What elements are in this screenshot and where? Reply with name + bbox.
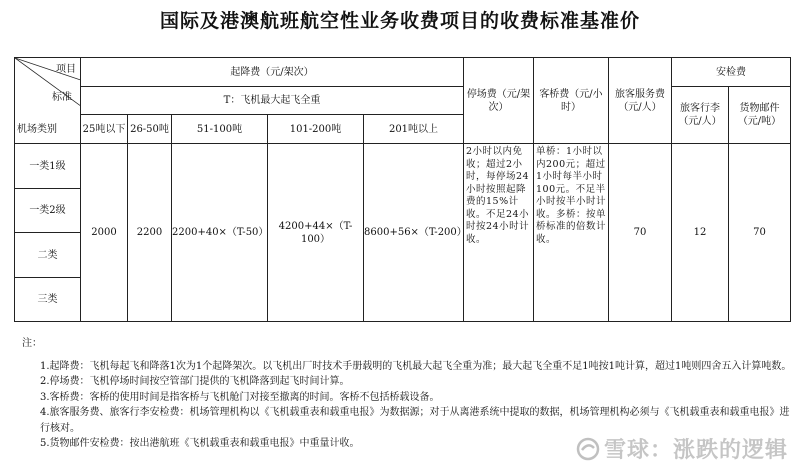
corner-airport-type-label: 机场类别 bbox=[17, 124, 57, 135]
notes-title: 注： bbox=[22, 338, 42, 349]
note-item: 3.客桥费：客桥的使用时间是指客桥与飞机舱门对接至撤离的时间。客桥不包括桥载设备。 bbox=[40, 391, 440, 403]
landing-fee-header: 起降费（元/架次） bbox=[81, 58, 464, 87]
security-cargo-value: 70 bbox=[729, 144, 791, 322]
page-title: 国际及港澳航班航空性业务收费项目的收费标准基准价 bbox=[159, 10, 640, 32]
corner-item-label: 项目 bbox=[56, 64, 76, 75]
note-item: 4.旅客服务费、旅客行李安检费：机场管理机构以《飞机载重表和载重电报》为数据源；对于从离港系统中提取的数据，机场管理机构必须与《飞机载重表和载重电报》进行核对。 bbox=[40, 407, 790, 434]
weight-band-header: 101-200吨 bbox=[268, 115, 364, 144]
weight-band-header: 26-50吨 bbox=[128, 115, 172, 144]
security-passenger-value: 12 bbox=[672, 144, 729, 322]
landing-fee-value: 4200+44×（T-100） bbox=[268, 144, 364, 322]
airport-type-cell: 二类 bbox=[15, 233, 81, 278]
weight-band-header: 51-100吨 bbox=[172, 115, 268, 144]
security-passenger-header: 旅客行李（元/人） bbox=[672, 87, 729, 144]
passenger-service-fee-value: 70 bbox=[609, 144, 672, 322]
landing-fee-value: 2000 bbox=[81, 144, 128, 322]
note-item: 5.货物邮件安检费：按出港航班《飞机载重表和载重电报》中重量计收。 bbox=[40, 438, 360, 449]
landing-fee-value: 2200+40×（T-50） bbox=[172, 144, 268, 322]
weight-band-header: 25吨以下 bbox=[81, 115, 128, 144]
watermark bbox=[576, 433, 788, 464]
fee-table bbox=[14, 57, 791, 322]
security-cargo-header: 货物邮件（元/吨） bbox=[729, 87, 791, 144]
parking-fee-header: 停场费（元/架次） bbox=[464, 58, 534, 144]
weight-band-header: 201吨以上 bbox=[364, 115, 464, 144]
passenger-service-fee-header: 旅客服务费（元/人） bbox=[609, 58, 672, 144]
parking-fee-note: 2小时以内免收；超过2小时，每停场24小时按照起降费的15%计收。不足24小时按24小时计收。 bbox=[464, 144, 534, 322]
note-item: 2.停场费：飞机停场时间按空管部门提供的飞机降落到起飞时间计算。 bbox=[40, 376, 350, 387]
landing-fee-standard: T：飞机最大起飞全重 bbox=[81, 87, 464, 115]
corner-standard-label: 标准 bbox=[52, 92, 72, 103]
airport-type-cell: 一类1级 bbox=[15, 144, 81, 189]
security-fee-header: 安检费 bbox=[672, 58, 791, 87]
bridge-fee-header: 客桥费（元/小时） bbox=[534, 58, 609, 144]
airport-type-cell: 一类2级 bbox=[15, 189, 81, 233]
bridge-fee-note: 单桥：1小时以内200元；超过1小时每半小时100元。不足半小时按半小时计收。多桥：按单桥标准的倍数计收。 bbox=[534, 144, 609, 322]
landing-fee-value: 2200 bbox=[128, 144, 172, 322]
snowball-logo-icon bbox=[576, 437, 600, 461]
airport-type-cell: 三类 bbox=[15, 278, 81, 322]
note-item: 1.起降费：飞机每起飞和降落1次为1个起降架次。以飞机出厂时技术手册载明的飞机最大起飞全重为准；最大起飞全重不足1吨按1吨计算，超过1吨则四舍五入计算吨数。 bbox=[40, 360, 792, 372]
watermark-text: 雪球：涨跌的逻辑 bbox=[603, 438, 788, 463]
landing-fee-value: 8600+56×（T-200） bbox=[364, 144, 464, 322]
corner-header bbox=[15, 58, 81, 144]
